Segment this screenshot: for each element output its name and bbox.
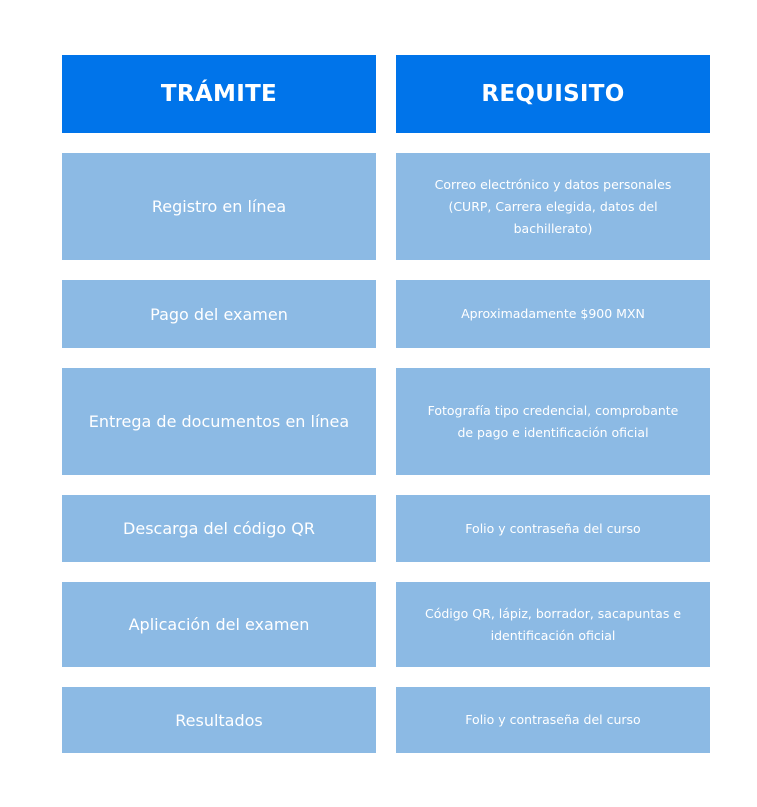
requisito-cell: Código QR, lápiz, borrador, sacapuntas e identificación oficial	[396, 582, 710, 667]
requisito-cell: Folio y contraseña del curso	[396, 687, 710, 753]
header-requisito: REQUISITO	[396, 55, 710, 133]
tramite-cell: Descarga del código QR	[62, 495, 376, 562]
requisito-cell: Folio y contraseña del curso	[396, 495, 710, 562]
tramite-cell: Resultados	[62, 687, 376, 753]
header-tramite: TRÁMITE	[62, 55, 376, 133]
requisito-cell: Correo electrónico y datos personales (CURP, Carrera elegida, datos del bachillerato)	[396, 153, 710, 260]
requisito-cell: Aproximadamente $900 MXN	[396, 280, 710, 348]
tramite-cell: Registro en línea	[62, 153, 376, 260]
tramite-cell: Entrega de documentos en línea	[62, 368, 376, 475]
tramite-cell: Aplicación del examen	[62, 582, 376, 667]
requisito-cell: Fotografía tipo credencial, comprobante de pago e identificación oficial	[396, 368, 710, 475]
tramite-cell: Pago del examen	[62, 280, 376, 348]
